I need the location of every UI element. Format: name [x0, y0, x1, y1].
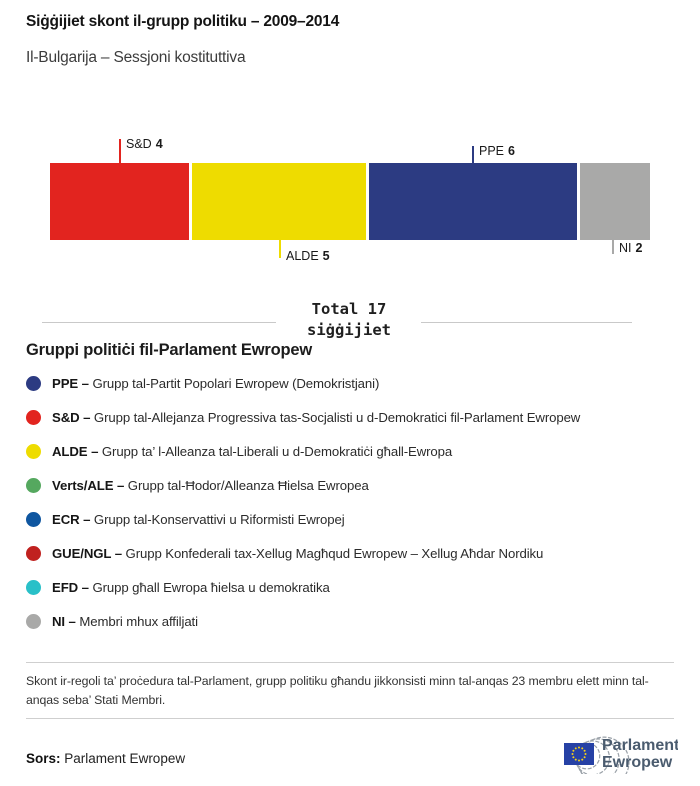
legend-heading: Gruppi politiċi fil-Parlament Ewropew — [26, 341, 312, 359]
callout-ni-tick — [612, 240, 614, 254]
logo-text-line1: Parlament — [602, 737, 678, 754]
legend-abbr: NI – — [52, 613, 76, 629]
legend-abbr: EFD – — [52, 579, 89, 595]
bar-segment-alde — [192, 163, 366, 240]
source-label: Sors: — [26, 751, 61, 766]
alde-color-dot — [26, 444, 41, 459]
logo-text-line2: Ewropew — [602, 754, 673, 771]
legend-desc: Grupp Konfederali tax-Xellug Magħqud Ewropew – Xellug Aħdar Nordiku — [125, 545, 544, 561]
ecr-color-dot — [26, 512, 41, 527]
stacked-bar — [50, 163, 650, 240]
ni-color-dot — [26, 614, 41, 629]
legend-abbr: PPE – — [52, 375, 89, 391]
legend-item-alde — [26, 443, 452, 459]
callout-sd-label: S&D — [126, 137, 152, 151]
legend-abbr: ECR – — [52, 511, 91, 527]
callout-ni-value: 2 — [635, 241, 643, 255]
footnote: Skont ir-regoli ta’ proċedura tal-Parlament, grupp politiku għandu jikkonsisti minn tal-anqas 23 membru elett minn tal-anqas seba’ Stati Membri. — [26, 674, 649, 707]
footer-rule-bottom — [26, 718, 674, 719]
legend-desc: Grupp tal-Ħodor/Alleanza Ħielsa Ewropea — [127, 477, 369, 493]
legend-abbr: S&D – — [52, 409, 91, 425]
source-line — [26, 751, 185, 766]
efd-color-dot — [26, 580, 41, 595]
gue-ngl-color-dot — [26, 546, 41, 561]
legend-item-verts-ale — [26, 477, 369, 493]
eu-flag-icon — [564, 743, 594, 765]
bar-segment-sd — [50, 163, 189, 240]
callout-ppe-tick — [472, 146, 474, 163]
legend-desc: Membri mhux affiljati — [79, 613, 198, 629]
ppe-color-dot — [26, 376, 41, 391]
page-subtitle: Il-Bulgarija – Sessjoni kostituttiva — [26, 49, 246, 66]
callout-ppe-label: PPE — [479, 144, 505, 158]
legend-abbr: ALDE – — [52, 443, 99, 459]
total-seats-line2: siġġijiet — [307, 321, 391, 339]
callout-sd-tick — [119, 139, 121, 163]
ep-hemicycle-icon — [528, 722, 678, 774]
legend-item-efd — [26, 579, 330, 595]
callout-sd-value: 4 — [155, 137, 163, 151]
legend-desc: Grupp tal-Partit Popolari Ewropew (Demokristjani) — [92, 375, 380, 391]
source-text: Parlament Ewropew — [64, 751, 186, 766]
legend-desc: Grupp għall Ewropa ħielsa u demokratika — [92, 579, 330, 595]
callout-alde-tick — [279, 240, 281, 258]
sd-color-dot — [26, 410, 41, 425]
legend-item-gue-ngl — [26, 545, 543, 561]
callout-alde-label: ALDE — [286, 249, 319, 263]
bar-segment-ppe — [369, 163, 578, 240]
european-parliament-logo — [528, 722, 678, 779]
callout-ni-label: NI — [619, 241, 632, 255]
legend-desc: Grupp tal-Konservattivi u Riformisti Ewropej — [93, 511, 345, 527]
legend-item-ecr — [26, 511, 345, 527]
bar-segment-ni — [580, 163, 650, 240]
legend-abbr: GUE/NGL – — [52, 545, 122, 561]
page-title: Siġġijiet skont il-grupp politiku – 2009–2014 — [26, 13, 340, 30]
callout-ppe-value: 6 — [508, 144, 515, 158]
legend-item-ni — [26, 613, 198, 629]
callout-alde-value: 5 — [322, 249, 330, 263]
verts-ale-color-dot — [26, 478, 41, 493]
total-divider-line-left — [42, 322, 276, 323]
legend-item-sd — [26, 409, 580, 425]
total-seats-line1: Total 17 — [311, 300, 387, 318]
total-seats-label — [276, 299, 422, 341]
legend-item-ppe — [26, 375, 379, 391]
footer-rule-top — [26, 662, 674, 663]
legend-desc: Grupp ta’ l-Alleanza tal-Liberali u d-Demokratiċi għall-Ewropa — [101, 443, 453, 459]
total-divider-line-right — [421, 322, 632, 323]
legend-abbr: Verts/ALE – — [52, 477, 125, 493]
legend-desc: Grupp tal-Allejanza Progressiva tas-Socjalisti u d-Demokratici fil-Parlament Ewropew — [93, 409, 581, 425]
